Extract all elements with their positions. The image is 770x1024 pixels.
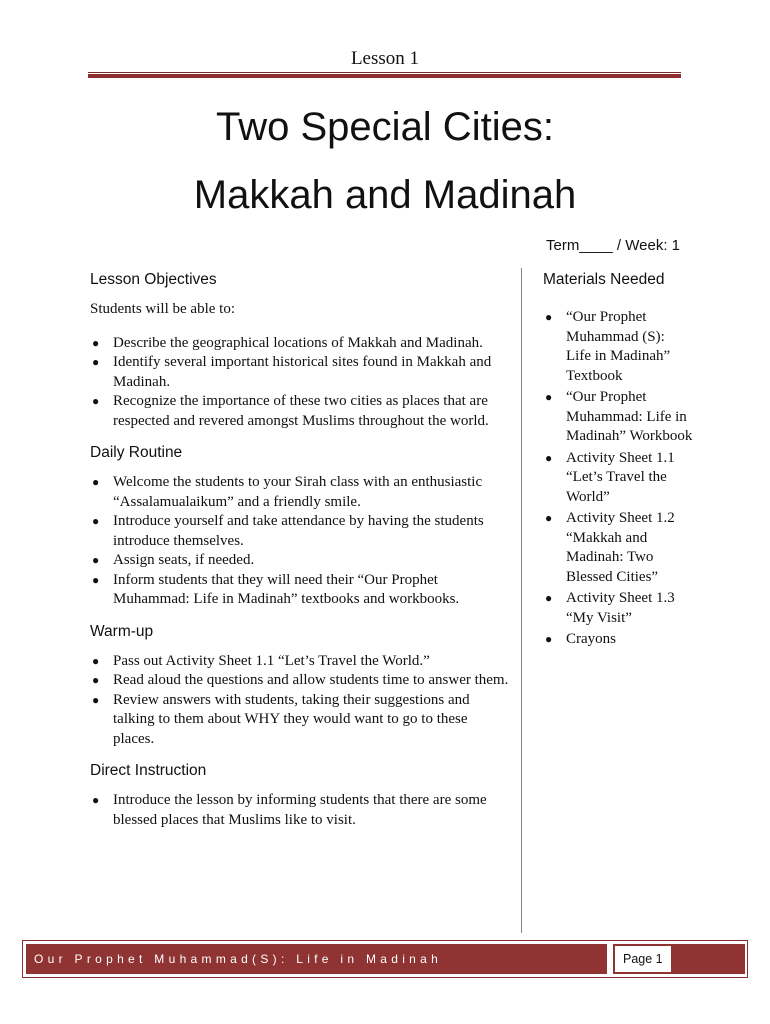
list-item bbox=[543, 449, 693, 508]
lesson-number: Lesson 1 bbox=[350, 48, 420, 69]
right-column bbox=[543, 270, 693, 652]
list-item bbox=[90, 353, 510, 392]
bullet-icon: ● bbox=[92, 653, 100, 668]
footer-page-block bbox=[613, 944, 745, 974]
list-item-text: “Our Prophet Muhammad (S): Life in Madinah” Textbook bbox=[566, 309, 671, 384]
list-item-text: Assign seats, if needed. bbox=[113, 552, 255, 568]
bullet-icon: ● bbox=[92, 394, 100, 408]
list-item-text: Activity Sheet 1.3 “My Visit” bbox=[566, 590, 675, 626]
list-item-text: Read aloud the questions and allow students time to answer them. bbox=[113, 672, 509, 688]
warmup-list bbox=[90, 652, 510, 750]
bullet-icon: ● bbox=[545, 632, 553, 646]
list-item-text: Recognize the importance of these two cities as places that are respected and revered amongst Muslims throughout the world. bbox=[113, 393, 489, 429]
page-number: Page 1 bbox=[615, 946, 671, 972]
bullet-icon: ● bbox=[92, 553, 100, 567]
bullet-icon: ● bbox=[92, 475, 100, 489]
bullet-icon: ● bbox=[545, 450, 553, 465]
list-item-text: Pass out Activity Sheet 1.1 “Let’s Travel the World.” bbox=[113, 652, 430, 669]
list-item bbox=[90, 473, 510, 512]
list-item-text: Review answers with students, taking their suggestions and talking to them about WHY they would want to go to these places. bbox=[113, 691, 470, 747]
bullet-icon: ● bbox=[92, 514, 100, 528]
objectives-heading: Lesson Objectives bbox=[90, 271, 217, 288]
section-routine bbox=[90, 443, 510, 610]
list-item bbox=[90, 512, 510, 551]
objectives-intro: Students will be able to: bbox=[90, 301, 235, 317]
objectives-list bbox=[90, 334, 510, 432]
routine-heading: Daily Routine bbox=[90, 444, 183, 461]
bullet-icon: ● bbox=[92, 793, 100, 807]
list-item bbox=[90, 791, 510, 830]
materials-list bbox=[543, 308, 693, 650]
list-item bbox=[90, 571, 510, 610]
bullet-icon: ● bbox=[92, 355, 100, 369]
direct-list bbox=[90, 791, 510, 830]
list-item bbox=[90, 652, 510, 672]
list-item bbox=[90, 551, 510, 571]
list-item bbox=[543, 308, 693, 386]
page-title-line-2: Makkah and Madinah bbox=[193, 173, 577, 217]
footer-book-title: Our Prophet Muhammad(S): Life in Madinah bbox=[26, 944, 607, 974]
bullet-icon: ● bbox=[545, 310, 553, 324]
section-warmup bbox=[90, 622, 510, 750]
left-column bbox=[90, 270, 510, 842]
header-rule-thin bbox=[88, 72, 681, 73]
warmup-heading: Warm-up bbox=[90, 622, 154, 640]
list-item bbox=[90, 334, 510, 354]
list-item bbox=[543, 589, 693, 628]
list-item-text: Activity Sheet 1.2 “Makkah and Madinah: Two Blessed Cities” bbox=[566, 510, 675, 585]
list-item-text: Activity Sheet 1.1 “Let’s Travel the World” bbox=[566, 449, 675, 505]
list-item-text: Crayons bbox=[566, 631, 616, 647]
list-item-text: Describe the geographical locations of Makkah and Madinah. bbox=[113, 334, 483, 351]
routine-list bbox=[90, 473, 510, 610]
list-item bbox=[90, 392, 510, 431]
list-item-text: Welcome the students to your Sirah class with an enthusiastic “Assalamualaikum” and a friendly smile. bbox=[113, 474, 483, 510]
materials-heading: Materials Needed bbox=[543, 271, 665, 288]
list-item-text: Introduce yourself and take attendance by having the students introduce themselves. bbox=[113, 513, 484, 549]
bullet-icon: ● bbox=[545, 591, 553, 605]
list-item bbox=[90, 671, 510, 691]
header-rule-thick bbox=[88, 74, 681, 78]
section-direct-instruction bbox=[90, 761, 510, 830]
column-divider bbox=[521, 268, 522, 933]
list-item bbox=[543, 630, 693, 650]
list-item bbox=[543, 388, 693, 447]
bullet-icon: ● bbox=[92, 572, 100, 587]
list-item-text: “Our Prophet Muhammad: Life in Madinah” Workbook bbox=[566, 389, 693, 444]
section-objectives bbox=[90, 270, 510, 431]
list-item-text: Inform students that they will need their “Our Prophet Muhammad: Life in Madinah” textbooks and workbooks. bbox=[113, 571, 460, 607]
direct-heading: Direct Instruction bbox=[90, 762, 207, 779]
term-week: Term____ / Week: 1 bbox=[546, 237, 680, 254]
bullet-icon: ● bbox=[545, 511, 553, 525]
bullet-icon: ● bbox=[92, 673, 100, 687]
bullet-icon: ● bbox=[92, 692, 100, 707]
list-item bbox=[90, 691, 510, 750]
bullet-icon: ● bbox=[545, 390, 553, 404]
list-item-text: Introduce the lesson by informing students that there are some blessed places that Muslims like to visit. bbox=[113, 792, 487, 828]
list-item-text: Identify several important historical sites found in Makkah and Madinah. bbox=[113, 354, 492, 390]
page-title-line-1: Two Special Cities: bbox=[216, 105, 554, 149]
list-item bbox=[543, 509, 693, 587]
bullet-icon: ● bbox=[92, 335, 100, 350]
